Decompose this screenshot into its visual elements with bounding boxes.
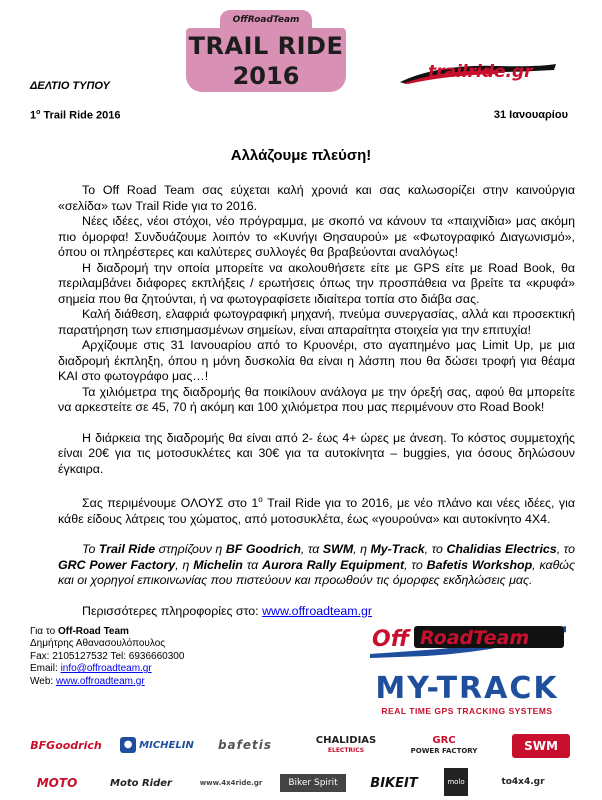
plate-body — [186, 28, 346, 92]
michelin-man-icon: ● — [120, 737, 136, 753]
paragraph: Τα χιλιόμετρα της διαδρομής θα ποικίλουν ανάλογα με την όρεξή σας, αφού θα μπορείτε να αρκεστείτε σε 45, 70 ή ακόμη και 100 χιλιόμετρα που μας περιμένουν στο Road Book! — [58, 384, 575, 414]
moto-rider-logo: Moto Rider — [110, 777, 172, 789]
offroadteam-logo-art — [366, 620, 570, 660]
page-title: Αλλάζουμε πλεύση! — [230, 147, 372, 164]
contact-block — [30, 626, 184, 688]
plate-badge: OffRoadTeam — [232, 15, 300, 25]
contact-email-line: Email: info@offroadteam.gr — [30, 663, 152, 675]
edition-label: $1^o$ Trail Ride 2016 — [30, 109, 121, 122]
trailride-gr-logo — [398, 60, 558, 86]
paragraph: Η διάρκεια της διαδρομής θα είναι από 2- έως 4+ ώρες με άνεση. Το κόστος συμμετοχής είναι 20€ για τις μοτοσυκλέτες και 30€ για τα αυτοκίνητα – buggies, για όσους δηλώσουν έγκαιρα. — [58, 430, 575, 476]
more-info-link[interactable]: www.offroadteam.gr — [262, 603, 373, 618]
paragraph: Καλή διάθεση, ελαφριά φωτογραφική μηχανή, πνεύμα συνεργασίας, αλλά και προσεκτική παρατήρηση των επισημασμένων σημείων, είναι απαραίτητα στοιχεία για την επιτυχία! — [58, 307, 575, 337]
contact-person: Δημήτρης Αθανασουλόπουλος — [30, 638, 166, 650]
offroadteam-off-text: Off — [372, 627, 410, 652]
molo-logo: molo — [444, 768, 468, 796]
article-body — [58, 183, 575, 619]
bafetis-logo: bafetis — [217, 738, 273, 752]
site-logo-text: trailride.gr — [428, 62, 533, 82]
bfgoodrich-logo: BFGoodrich — [30, 738, 102, 752]
mytrack-title: MY-TRACK — [375, 671, 559, 706]
paragraph: Νέες ιδέες, νέοι στόχοι, νέο πρόγραμμα, με σκοπό να κάνουν τα «παιχνίδια» μας ακόμη πιο όμορφα! Συνδυάζουμε λοιπόν το «Κυνήγι Θησαυρού» με «Φωτογραφικό Διαγωνισμό», όπου οι πληρέστερες και καλύτερες συλλογές θα βραβεύονται αναλόγως! — [58, 214, 575, 259]
mytrack-subtitle: REAL TIME GPS TRACKING SYSTEMS — [381, 706, 553, 716]
plate-year: 2016 — [232, 62, 300, 90]
press-release-label: ΔΕΛΤΙΟ ΤΥΠΟΥ — [30, 80, 110, 92]
sponsors-paragraph: Το Trail Ride στηρίζουν η BF Goodrich, τα SWM, η My-Track, το Chalidias Electrics, το GRC Power Factory, η Michelin τα Aurora Rally Equipment, το Bafetis Workshop, καθώς και οι χορηγοί επικοινωνίας που πιστεύουν και προωθούν τις όμορφες εκδηλώσεις μας. — [58, 542, 575, 588]
grc-power-factory-logo: GRC POWER FACTORY — [410, 735, 478, 755]
chalidias-logo: CHALIDIAS ELECTRICS — [315, 735, 377, 754]
plate-title: TRAIL RIDE — [188, 32, 344, 60]
paragraph: Σας περιμένουμε ΟΛΟΥΣ στο $1^o$ Trail Ride για το 2016, με νέο πλάνο και νέες ιδέες, για κάθε είδους λάτρεις του χώματος, από μοτοσυκλέτα, έως «γουρούνα» και αυτοκίνητο 4Χ4. — [58, 495, 575, 526]
offroadteam-rt-text: RoadTeam — [420, 627, 530, 649]
web-link[interactable]: www.offroadteam.gr — [55, 675, 145, 687]
moto-logo: MOTO — [36, 776, 78, 790]
paragraph: Το Off Road Team σας εύχεται καλή χρονιά και σας καλωσορίζει στην καινούργια «σελίδα» των Trail Ride για το 2016. — [58, 183, 575, 213]
4x4ride-logo: www.4x4ride.gr — [199, 779, 263, 787]
release-date: 31 Ιανουαρίου — [493, 109, 568, 121]
to4x4-logo: to4x4.gr — [501, 777, 545, 787]
offroadteam-logo — [366, 620, 570, 660]
paragraph: Αρχίζουμε στις 31 Ιανουαρίου από το Κρυονέρι, στο αγαπημένο μας Limit Up, με μια διαδρομή έκπληξη, όπου η μόνη δυσκολία θα είναι η λάσπη που θα δώσει τροφή για θέαμα ΚΑΙ στο φωτογράφο μας…! — [58, 338, 575, 383]
more-info-line: Περισσότερες πληροφορίες στο: www.offroadteam.gr — [82, 603, 373, 618]
email-link[interactable]: info@offroadteam.gr — [60, 663, 152, 675]
contact-org-line: Για το Off-Road Team — [30, 626, 129, 637]
michelin-logo: ● MICHELIN — [118, 736, 196, 754]
swm-logo: SWM — [512, 734, 570, 758]
contact-phones: Fax: 2105127532 Tel: 6936660300 — [30, 650, 185, 662]
biker-spirit-logo: Biker Spirit — [280, 774, 346, 792]
contact-web-line: Web: www.offroadteam.gr — [30, 675, 145, 687]
trail-ride-plate-logo — [186, 10, 346, 90]
paragraph: Η διαδρομή την οποία μπορείτε να ακολουθήσετε είτε με GPS είτε με Road Book, θα περιλαμβάνει διάφορες εκπλήξεις / ερωτήσεις όπως την προσπάθεια να βρείτε τα «κρυφά» σημεία που θα ζητούνται, ή να φωτογραφίσετε ιδιαίτερα τοπία στο διάβα σας. — [58, 260, 575, 306]
mytrack-logo — [352, 672, 582, 718]
plate-top-tab — [220, 10, 312, 30]
bikeit-logo: BIKEIT — [370, 775, 418, 791]
